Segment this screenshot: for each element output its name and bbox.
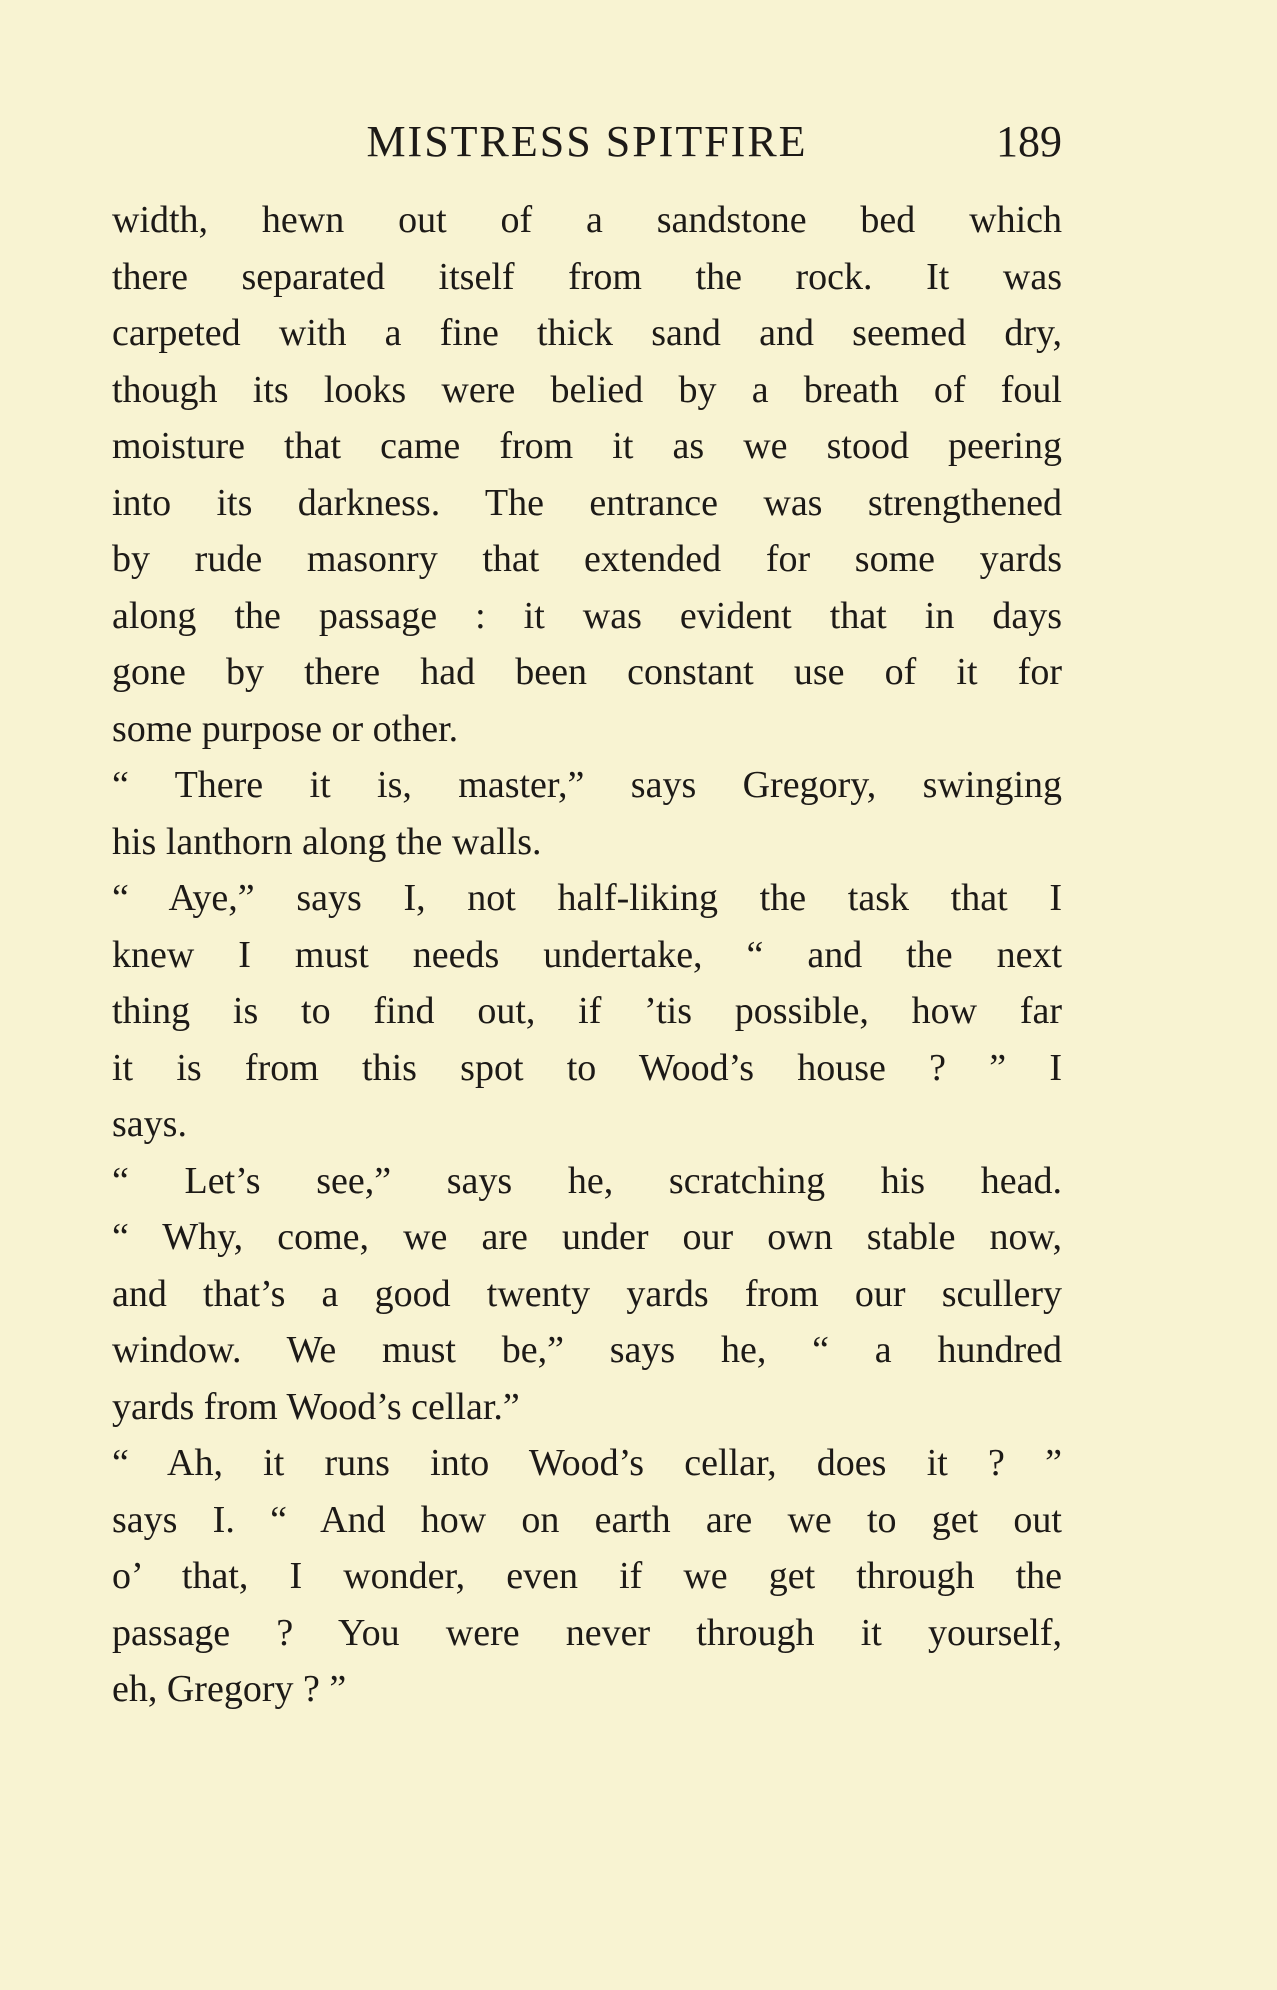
body-text <box>112 192 1062 1718</box>
text-line: says I. “ And how on earth are we to get out <box>112 1498 1062 1541</box>
text-line: thing is to find out, if ’tis possible, how far <box>112 990 1062 1032</box>
text-line: it is from this spot to Wood’s house ? ” I <box>112 1046 1062 1089</box>
text-line: and that’s a good twenty yards from our scullery <box>112 1272 1062 1315</box>
text-line: width, hewn out of a sandstone bed which <box>112 199 1062 241</box>
book-page <box>112 110 1062 1718</box>
page-number: 189 <box>996 117 1062 166</box>
text-line: carpeted with a fine thick sand and seemed dry, <box>112 312 1062 354</box>
text-line: knew I must needs undertake, “ and the next <box>112 933 1062 976</box>
text-line: some purpose or other. <box>112 707 459 750</box>
text-line: though its looks were belied by a breath of foul <box>112 368 1062 411</box>
text-line: his lanthorn along the walls. <box>112 820 542 863</box>
text-line: passage ? You were never through it yourself, <box>112 1611 1062 1654</box>
text-line: “ Aye,” says I, not half-liking the task that I <box>112 877 1062 919</box>
text-line: yards from Wood’s cellar.” <box>112 1385 520 1428</box>
running-header <box>112 110 1062 174</box>
text-line: along the passage : it was evident that in days <box>112 594 1062 637</box>
text-line: “ Let’s see,” says he, scratching his head. <box>112 1159 1062 1202</box>
text-line: by rude masonry that extended for some yards <box>112 538 1062 580</box>
text-line: “ There it is, master,” says Gregory, swinging <box>112 764 1062 806</box>
text-line: eh, Gregory ? ” <box>112 1668 347 1710</box>
running-title: MISTRESS SPITFIRE <box>366 117 808 166</box>
text-line: there separated itself from the rock. It was <box>112 255 1062 298</box>
text-line: moisture that came from it as we stood peering <box>112 425 1062 467</box>
text-line: “ Ah, it runs into Wood’s cellar, does it ? ” <box>112 1442 1062 1484</box>
text-line: o’ that, I wonder, even if we get through the <box>112 1555 1062 1597</box>
text-line: says. <box>112 1103 187 1145</box>
text-line: gone by there had been constant use of it for <box>112 651 1062 693</box>
text-line: window. We must be,” says he, “ a hundred <box>112 1329 1062 1371</box>
text-line: “ Why, come, we are under our own stable now, <box>112 1216 1062 1258</box>
text-line: into its darkness. The entrance was strengthened <box>112 481 1062 524</box>
